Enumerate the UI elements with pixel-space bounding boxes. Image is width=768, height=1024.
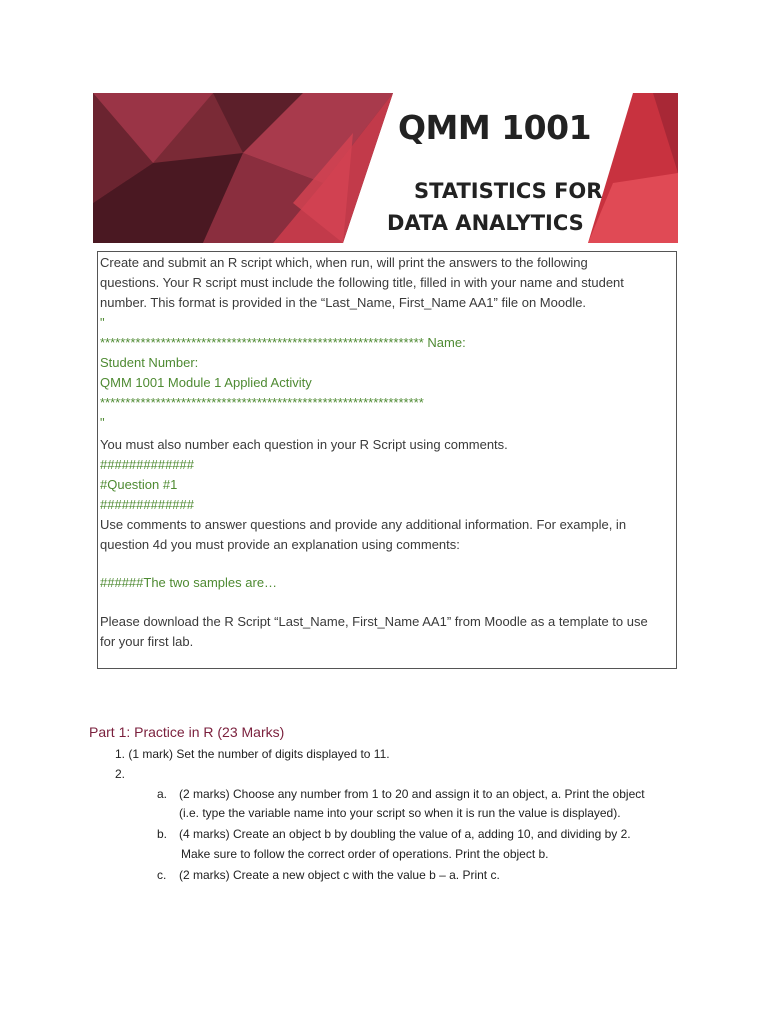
- template-quote-close: ": [100, 415, 105, 430]
- download-instruction-line: Please download the R Script “Last_Name, First_Name AA1” from Moodle as a template to use: [100, 614, 648, 629]
- hash-comment-line: #############: [100, 457, 194, 472]
- instructions-paragraph-line: Create and submit an R script which, when run, will print the answers to the following: [100, 255, 588, 270]
- comments-instruction-line: Use comments to answer questions and provide any additional information. For example, in: [100, 517, 627, 532]
- download-instruction-line: for your first lab.: [100, 634, 194, 649]
- number-questions-instruction: You must also number each question in your R Script using comments.: [100, 437, 508, 452]
- subquestion-a-line2: (i.e. type the variable name into your script so when it is run the value is displayed).: [179, 806, 621, 820]
- template-module-line: QMM 1001 Module 1 Applied Activity: [100, 375, 312, 390]
- banner-subtitle-line2: DATA ANALYTICS: [387, 211, 584, 235]
- banner-title: QMM 1001: [398, 108, 592, 147]
- template-stars-end: ****************************************************************: [100, 395, 424, 410]
- subquestion-b-line2: Make sure to follow the correct order of operations. Print the object b.: [181, 847, 549, 861]
- comments-instruction-line: question 4d you must provide an explanation using comments:: [100, 537, 460, 552]
- question-text: (1 mark) Set the number of digits displayed to 11.: [128, 747, 390, 761]
- subquestion-c-line1: (2 marks) Create a new object c with the value b – a. Print c.: [179, 868, 500, 882]
- instructions-paragraph-line: questions. Your R script must include the following title, filled in with your name and student: [100, 275, 624, 290]
- subquestion-a-letter: a.: [157, 787, 168, 801]
- question-2: [115, 766, 125, 782]
- template-student-number: Student Number:: [100, 355, 199, 370]
- question-comment: #Question #1: [100, 477, 178, 492]
- question-1: [115, 746, 390, 762]
- subquestion-b-letter: b.: [157, 827, 168, 841]
- question-number: 1.: [115, 747, 126, 761]
- template-quote-open: ": [100, 315, 105, 330]
- samples-comment: ######The two samples are…: [100, 575, 278, 590]
- template-stars-name: **************************************************************** Name:: [100, 335, 466, 350]
- question-number: 2.: [115, 767, 126, 781]
- instructions-paragraph-line: number. This format is provided in the “Last_Name, First_Name AA1” file on Moodle.: [100, 295, 587, 310]
- hash-comment-line: #############: [100, 497, 194, 512]
- subquestion-c-letter: c.: [157, 868, 167, 882]
- instructions-box: [97, 251, 677, 669]
- course-banner: [93, 93, 678, 243]
- part1-heading: Part 1: Practice in R (23 Marks): [89, 724, 285, 740]
- banner-subtitle-line1: STATISTICS FOR: [414, 179, 603, 203]
- subquestion-a-line1: (2 marks) Choose any number from 1 to 20 and assign it to an object, a. Print the object: [179, 787, 645, 801]
- subquestion-b-line1: (4 marks) Create an object b by doubling the value of a, adding 10, and dividing by 2.: [179, 827, 631, 841]
